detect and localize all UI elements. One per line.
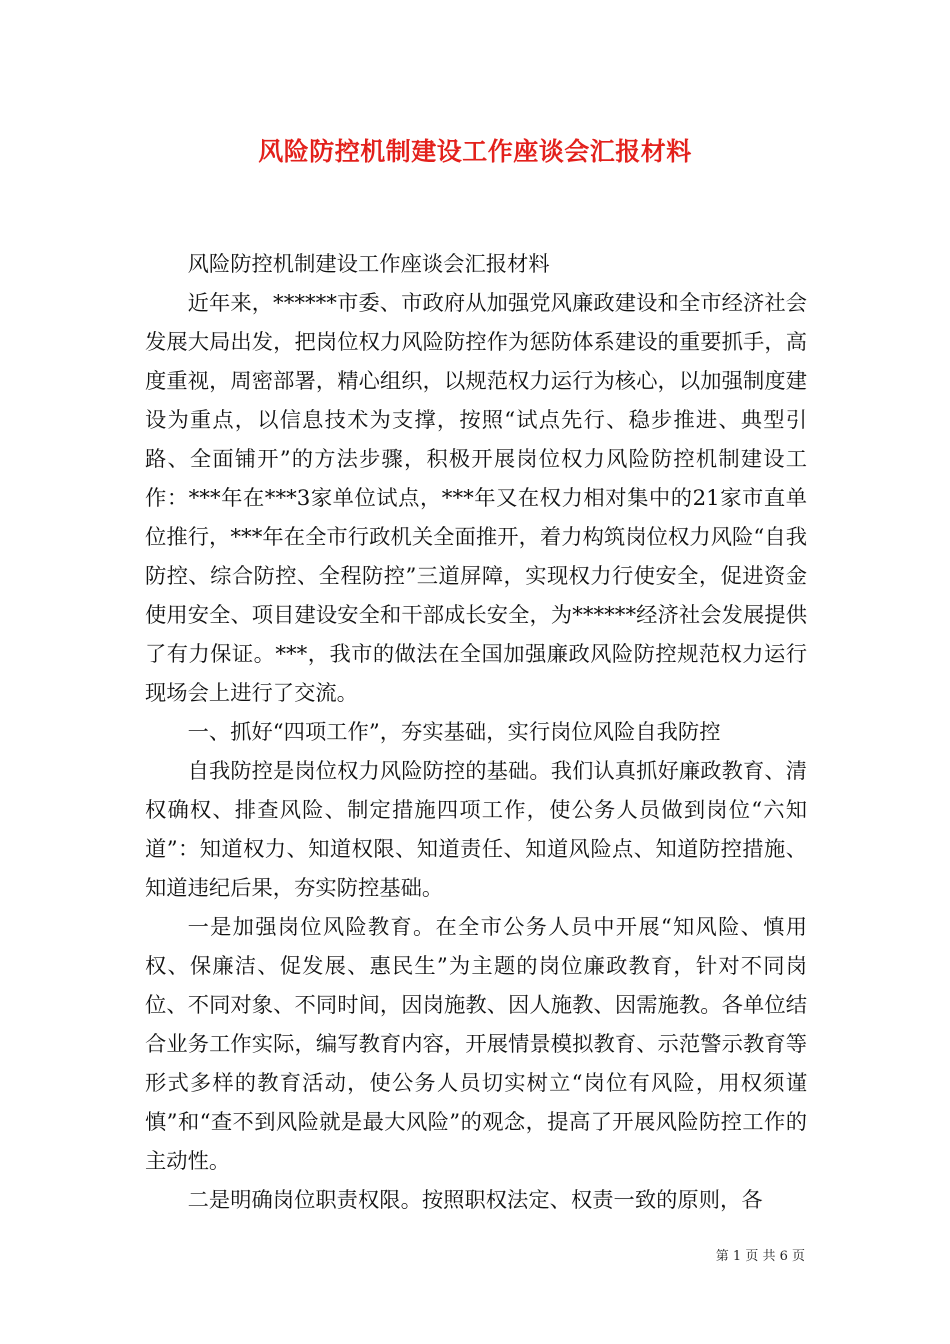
paragraph-intro: 近年来，******市委、市政府从加强党风廉政建设和全市经济社会发展大局出发，把岗位权力风险防控作为惩防体系建设的重要抓手，高度重视，周密部署，精心组织，以规范权力运行为核心，以加强制度建设为重点，以信息技术为支撑，按照“试点先行、稳步推进、典型引路、全面铺开”的方法步骤，积极开展岗位权力风险防控机制建设工作：***年在***3家单位试点，***年又在权力相对集中的21家市直单位推行，***年在全市行政机关全面推开，着力构筑岗位权力风险“自我防控、综合防控、全程防控”三道屏障，实现权力行使安全，促进资金使用安全、项目建设安全和干部成长安全，为******经济社会发展提供了有力保证。***，我市的做法在全国加强廉政风险防控规范权力运行现场会上进行了交流。 (145, 291, 807, 706)
paragraph-duties: 二是明确岗位职责权限。按照职权法定、权责一致的原则，各 (187, 1188, 763, 1213)
paragraph-heading-repeat: 风险防控机制建设工作座谈会汇报材料 (187, 252, 550, 277)
document-title: 风险防控机制建设工作座谈会汇报材料 (258, 137, 692, 166)
page-number: 第 1 页 共 6 页 (715, 1249, 805, 1264)
paragraph-risk-education: 一是加强岗位风险教育。在全市公务人员中开展“知风险、慎用权、保廉洁、促发展、惠民生”为主题的岗位廉政教育，针对不同岗位、不同对象、不同时间，因岗施教、因人施教、因需施教。各单位结合业务工作实际，编写教育内容，开展情景模拟教育、示范警示教育等形式多样的教育活动，使公务人员切实树立“岗位有风险，用权须谨慎”和“查不到风险就是最大风险”的观念，提高了开展风险防控工作的主动性。 (145, 915, 807, 1174)
paragraph-self-prevention: 自我防控是岗位权力风险防控的基础。我们认真抓好廉政教育、清权确权、排查风险、制定措施四项工作，使公务人员做到岗位“六知道”：知道权力、知道权限、知道责任、知道风险点、知道防控措施、知道违纪后果，夯实防控基础。 (145, 759, 807, 901)
document-body (145, 245, 807, 1220)
section-heading-one: 一、抓好“四项工作”，夯实基础，实行岗位风险自我防控 (187, 720, 721, 745)
